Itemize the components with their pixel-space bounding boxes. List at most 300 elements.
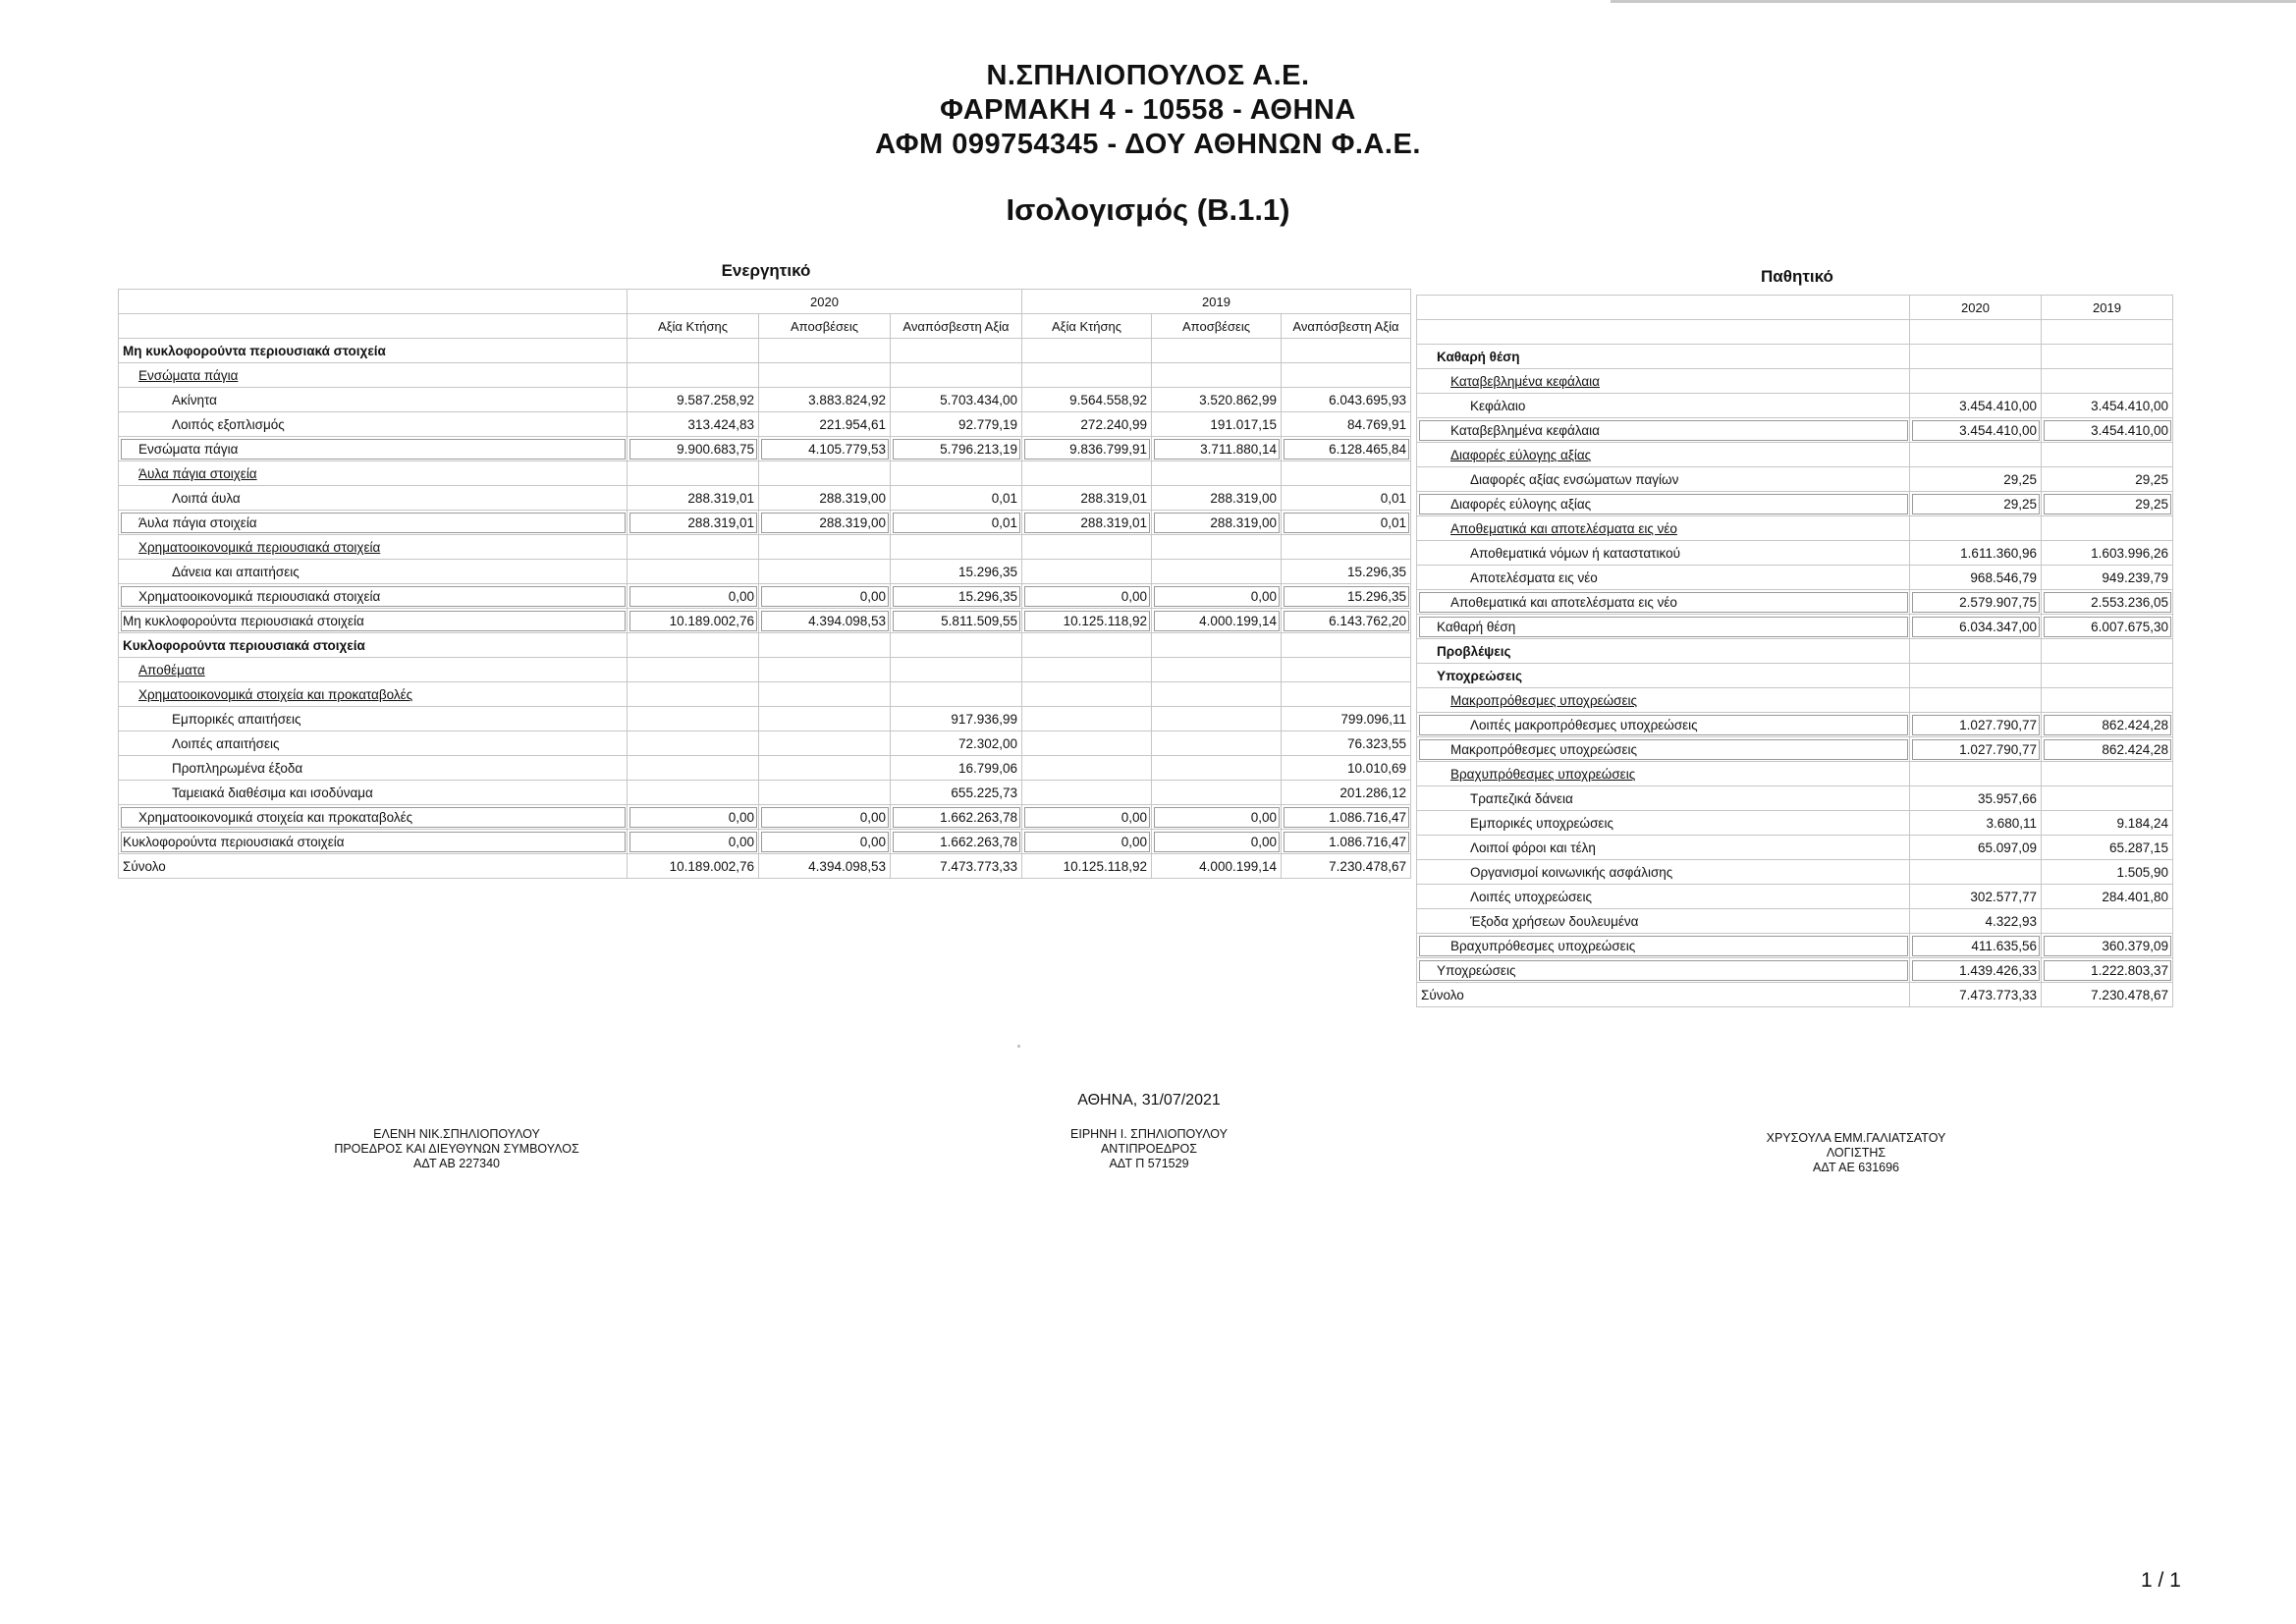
row-value: 0,01	[1282, 511, 1411, 535]
signer-role: ΛΟΓΙΣΤΗΣ	[1826, 1146, 1886, 1160]
row-value: 288.319,01	[1022, 486, 1152, 511]
table-row	[119, 707, 1411, 731]
col-header: Αποσβέσεις	[759, 314, 891, 339]
table-row	[1417, 836, 2173, 860]
row-value	[759, 363, 891, 388]
row-value: 4.394.098,53	[759, 854, 891, 879]
row-value	[1152, 707, 1282, 731]
row-label: Δάνεια και απαιτήσεις	[119, 560, 628, 584]
liab-year-2020: 2020	[1910, 296, 2042, 320]
assets-year-2020: 2020	[628, 290, 1022, 314]
row-value: 15.296,35	[891, 560, 1022, 584]
row-value	[1282, 461, 1411, 486]
row-value	[759, 658, 891, 682]
row-value: 0,00	[1152, 830, 1282, 854]
row-label: Καθαρή θέση	[1417, 345, 1910, 369]
table-row	[119, 854, 1411, 879]
row-value: 949.239,79	[2042, 566, 2173, 590]
row-label: Καταβεβλημένα κεφάλαια	[1417, 369, 1910, 394]
company-name: Ν.ΣΠΗΛΙΟΠΟΥΛΟΣ Α.Ε.	[986, 60, 1310, 91]
assets-table	[118, 289, 1411, 879]
row-value: 92.779,19	[891, 412, 1022, 437]
row-value: 9.587.258,92	[628, 388, 759, 412]
row-value	[891, 682, 1022, 707]
table-row	[1417, 664, 2173, 688]
row-value	[891, 535, 1022, 560]
row-value: 3.883.824,92	[759, 388, 891, 412]
row-value	[1910, 345, 2042, 369]
row-label: Οργανισμοί κοινωνικής ασφάλισης	[1417, 860, 1910, 885]
row-value: 1.222.803,37	[2042, 958, 2173, 983]
row-value: 3.454.410,00	[2042, 394, 2173, 418]
row-value	[759, 461, 891, 486]
row-label: Άυλα πάγια στοιχεία	[119, 461, 628, 486]
row-value	[1022, 535, 1152, 560]
row-value	[759, 707, 891, 731]
row-value: 862.424,28	[2042, 713, 2173, 737]
row-value	[1282, 535, 1411, 560]
row-value: 3.454.410,00	[2042, 418, 2173, 443]
row-value: 313.424,83	[628, 412, 759, 437]
document-title: Ισολογισμός (Β.1.1)	[1006, 192, 1290, 227]
table-row	[1417, 590, 2173, 615]
row-value: 288.319,01	[628, 486, 759, 511]
row-value	[1910, 369, 2042, 394]
scan-edge-bar	[1611, 0, 2296, 3]
row-value: 4.000.199,14	[1152, 854, 1282, 879]
row-label: Υποχρεώσεις	[1417, 958, 1910, 983]
row-value: 0,00	[1022, 584, 1152, 609]
table-row	[119, 560, 1411, 584]
row-value	[1022, 756, 1152, 781]
signer-id: ΑΔΤ ΑΒ 227340	[412, 1157, 500, 1170]
row-value	[628, 461, 759, 486]
scan-speck	[1017, 1045, 1020, 1048]
row-value: 65.287,15	[2042, 836, 2173, 860]
liabilities-table	[1416, 295, 2173, 1007]
row-value: 84.769,91	[1282, 412, 1411, 437]
assets-colhdr-blank	[119, 314, 628, 339]
row-label: Χρηματοοικονομικά περιουσιακά στοιχεία	[119, 535, 628, 560]
liabilities-body	[1417, 345, 2173, 1007]
table-row	[1417, 737, 2173, 762]
row-label: Άυλα πάγια στοιχεία	[119, 511, 628, 535]
row-value	[628, 731, 759, 756]
row-label: Διαφορές εύλογης αξίας	[1417, 443, 1910, 467]
row-value: 968.546,79	[1910, 566, 2042, 590]
table-row	[119, 363, 1411, 388]
row-value	[1910, 664, 2042, 688]
signature-block-president	[285, 1127, 629, 1171]
row-value	[1022, 731, 1152, 756]
row-label: Κεφάλαιο	[1417, 394, 1910, 418]
row-value: 0,00	[759, 584, 891, 609]
signer-id: ΑΔΤ Π 571529	[1109, 1157, 1189, 1170]
liab-header-blank2	[1417, 320, 1910, 345]
row-value: 1.611.360,96	[1910, 541, 2042, 566]
row-value: 10.189.002,76	[628, 854, 759, 879]
row-label: Διαφορές εύλογης αξίας	[1417, 492, 1910, 516]
row-value	[891, 461, 1022, 486]
signer-id: ΑΔΤ ΑΕ 631696	[1812, 1161, 1899, 1174]
liab-header-blank4	[2042, 320, 2173, 345]
row-value: 799.096,11	[1282, 707, 1411, 731]
row-value: 15.296,35	[1282, 584, 1411, 609]
table-row	[1417, 860, 2173, 885]
table-row	[1417, 713, 2173, 737]
row-value	[1022, 658, 1152, 682]
row-value: 1.086.716,47	[1282, 830, 1411, 854]
row-label: Σύνολο	[119, 854, 628, 879]
row-value: 72.302,00	[891, 731, 1022, 756]
table-row	[119, 486, 1411, 511]
table-row	[1417, 615, 2173, 639]
liab-header-blank	[1417, 296, 1910, 320]
row-value	[628, 781, 759, 805]
row-value: 7.230.478,67	[1282, 854, 1411, 879]
row-label: Μη κυκλοφορούντα περιουσιακά στοιχεία	[119, 339, 628, 363]
row-value	[759, 682, 891, 707]
row-value	[1152, 731, 1282, 756]
row-value: 288.319,00	[1152, 486, 1282, 511]
row-value	[1022, 682, 1152, 707]
row-label: Προπληρωμένα έξοδα	[119, 756, 628, 781]
row-label: Ενσώματα πάγια	[119, 437, 628, 461]
row-value	[628, 339, 759, 363]
row-value	[1022, 339, 1152, 363]
row-value: 2.579.907,75	[1910, 590, 2042, 615]
table-row	[119, 682, 1411, 707]
row-label: Αποθέματα	[119, 658, 628, 682]
row-value	[1910, 860, 2042, 885]
table-row	[1417, 885, 2173, 909]
row-label: Ακίνητα	[119, 388, 628, 412]
row-value	[2042, 443, 2173, 467]
row-value: 288.319,01	[1022, 511, 1152, 535]
row-value: 0,00	[628, 584, 759, 609]
row-value	[1022, 781, 1152, 805]
row-value: 917.936,99	[891, 707, 1022, 731]
row-value	[1152, 682, 1282, 707]
table-row	[119, 633, 1411, 658]
row-label: Βραχυπρόθεσμες υποχρεώσεις	[1417, 762, 1910, 786]
row-value	[891, 658, 1022, 682]
row-value	[2042, 786, 2173, 811]
signature-block-vice-president	[992, 1127, 1306, 1171]
table-row	[1417, 958, 2173, 983]
row-value: 0,00	[1152, 584, 1282, 609]
row-value: 2.553.236,05	[2042, 590, 2173, 615]
assets-body	[119, 339, 1411, 879]
table-row	[1417, 467, 2173, 492]
row-value	[759, 339, 891, 363]
table-row	[1417, 369, 2173, 394]
row-value	[1152, 461, 1282, 486]
table-row	[1417, 418, 2173, 443]
row-label: Λοιπές απαιτήσεις	[119, 731, 628, 756]
row-value: 1.662.263,78	[891, 805, 1022, 830]
row-value	[759, 781, 891, 805]
row-value: 0,01	[891, 511, 1022, 535]
row-label: Λοιπές υποχρεώσεις	[1417, 885, 1910, 909]
row-value: 10.010,69	[1282, 756, 1411, 781]
row-label: Ενσώματα πάγια	[119, 363, 628, 388]
row-value	[891, 633, 1022, 658]
row-label: Κυκλοφορούντα περιουσιακά στοιχεία	[119, 633, 628, 658]
row-label: Εμπορικές απαιτήσεις	[119, 707, 628, 731]
row-value	[2042, 762, 2173, 786]
row-value	[1152, 560, 1282, 584]
row-value: 4.000.199,14	[1152, 609, 1282, 633]
row-value: 9.564.558,92	[1022, 388, 1152, 412]
row-value: 1.086.716,47	[1282, 805, 1411, 830]
row-value: 3.711.880,14	[1152, 437, 1282, 461]
row-value: 3.454.410,00	[1910, 394, 2042, 418]
row-value	[628, 560, 759, 584]
row-value: 6.043.695,93	[1282, 388, 1411, 412]
row-value	[2042, 688, 2173, 713]
row-value	[1910, 443, 2042, 467]
table-row	[119, 658, 1411, 682]
row-value: 1.027.790,77	[1910, 713, 2042, 737]
row-value	[1152, 535, 1282, 560]
row-value: 0,00	[759, 805, 891, 830]
row-value: 4.105.779,53	[759, 437, 891, 461]
row-label: Υποχρεώσεις	[1417, 664, 1910, 688]
signer-role: ΑΝΤΙΠΡΟΕΔΡΟΣ	[1100, 1142, 1198, 1156]
row-label: Καθαρή θέση	[1417, 615, 1910, 639]
row-label: Βραχυπρόθεσμες υποχρεώσεις	[1417, 934, 1910, 958]
table-row	[1417, 983, 2173, 1007]
row-value	[628, 756, 759, 781]
row-value	[1282, 339, 1411, 363]
row-label: Τραπεζικά δάνεια	[1417, 786, 1910, 811]
row-value	[1910, 762, 2042, 786]
row-value	[1022, 633, 1152, 658]
row-value: 1.603.996,26	[2042, 541, 2173, 566]
row-value	[2042, 369, 2173, 394]
row-label: Σύνολο	[1417, 983, 1910, 1007]
row-value: 862.424,28	[2042, 737, 2173, 762]
table-row	[1417, 811, 2173, 836]
row-value	[1910, 688, 2042, 713]
table-row	[119, 511, 1411, 535]
row-label: Μακροπρόθεσμες υποχρεώσεις	[1417, 688, 1910, 713]
row-value	[1282, 633, 1411, 658]
table-row	[119, 535, 1411, 560]
row-value: 1.505,90	[2042, 860, 2173, 885]
table-row	[1417, 492, 2173, 516]
table-row	[119, 805, 1411, 830]
row-value	[1910, 516, 2042, 541]
table-row	[1417, 934, 2173, 958]
row-value: 10.125.118,92	[1022, 609, 1152, 633]
row-label: Κυκλοφορούντα περιουσιακά στοιχεία	[119, 830, 628, 854]
row-label: Αποτελέσματα εις νέο	[1417, 566, 1910, 590]
row-value: 4.394.098,53	[759, 609, 891, 633]
row-value	[1022, 461, 1152, 486]
row-value: 7.473.773,33	[1910, 983, 2042, 1007]
row-value	[1022, 707, 1152, 731]
assets-year-2019: 2019	[1022, 290, 1411, 314]
row-value	[2042, 345, 2173, 369]
row-label: Χρηματοοικονομικά στοιχεία και προκαταβολές	[119, 682, 628, 707]
row-value: 29,25	[2042, 492, 2173, 516]
row-value: 29,25	[2042, 467, 2173, 492]
row-value	[1282, 658, 1411, 682]
row-value: 65.097,09	[1910, 836, 2042, 860]
row-value	[628, 363, 759, 388]
row-value: 9.836.799,91	[1022, 437, 1152, 461]
signer-name: ΕΛΕΝΗ ΝΙΚ.ΣΠΗΛΙΟΠΟΥΛΟΥ	[373, 1127, 540, 1141]
row-value: 284.401,80	[2042, 885, 2173, 909]
liabilities-title: Παθητικό	[1761, 267, 1833, 286]
row-label: Ταμειακά διαθέσιμα και ισοδύναμα	[119, 781, 628, 805]
row-label: Λοιποί φόροι και τέλη	[1417, 836, 1910, 860]
row-value	[891, 363, 1022, 388]
page-number: 1 / 1	[2141, 1569, 2181, 1592]
row-value: 35.957,66	[1910, 786, 2042, 811]
row-value: 5.703.434,00	[891, 388, 1022, 412]
row-value: 272.240,99	[1022, 412, 1152, 437]
row-value: 10.189.002,76	[628, 609, 759, 633]
table-row	[1417, 762, 2173, 786]
row-value: 6.034.347,00	[1910, 615, 2042, 639]
row-value	[759, 560, 891, 584]
row-value: 29,25	[1910, 467, 2042, 492]
row-value	[1022, 560, 1152, 584]
table-row	[119, 781, 1411, 805]
row-value: 221.954,61	[759, 412, 891, 437]
row-label: Μακροπρόθεσμες υποχρεώσεις	[1417, 737, 1910, 762]
row-value	[628, 633, 759, 658]
row-value: 6.143.762,20	[1282, 609, 1411, 633]
col-header: Αξία Κτήσης	[1022, 314, 1152, 339]
table-row	[119, 461, 1411, 486]
row-value	[1152, 658, 1282, 682]
row-value	[1910, 639, 2042, 664]
col-header: Αναπόσβεστη Αξία	[891, 314, 1022, 339]
row-value: 4.322,93	[1910, 909, 2042, 934]
table-row	[119, 830, 1411, 854]
row-value: 15.296,35	[891, 584, 1022, 609]
row-value: 7.230.478,67	[2042, 983, 2173, 1007]
row-value: 201.286,12	[1282, 781, 1411, 805]
table-row	[119, 756, 1411, 781]
row-value: 76.323,55	[1282, 731, 1411, 756]
signer-name: ΕΙΡΗΝΗ Ι. ΣΠΗΛΙΟΠΟΥΛΟΥ	[1070, 1127, 1228, 1141]
row-value: 6.128.465,84	[1282, 437, 1411, 461]
row-value	[1022, 363, 1152, 388]
signer-name: ΧΡΥΣΟΥΛΑ ΕΜΜ.ΓΑΛΙΑΤΣΑΤΟΥ	[1766, 1131, 1946, 1145]
row-value	[628, 535, 759, 560]
company-address: ΦΑΡΜΑΚΗ 4 - 10558 - ΑΘΗΝΑ	[940, 94, 1356, 126]
row-label: Λοιπά άυλα	[119, 486, 628, 511]
row-value: 288.319,00	[1152, 511, 1282, 535]
table-row	[1417, 786, 2173, 811]
row-value	[2042, 639, 2173, 664]
assets-header-blank	[119, 290, 628, 314]
table-row	[119, 388, 1411, 412]
row-value	[759, 756, 891, 781]
row-value: 5.796.213,19	[891, 437, 1022, 461]
table-row	[1417, 394, 2173, 418]
table-row	[1417, 345, 2173, 369]
row-value	[628, 682, 759, 707]
row-value: 288.319,00	[759, 511, 891, 535]
row-value: 7.473.773,33	[891, 854, 1022, 879]
row-value	[1152, 363, 1282, 388]
signature-block-accountant	[1699, 1131, 2013, 1175]
row-value: 16.799,06	[891, 756, 1022, 781]
row-value: 0,01	[891, 486, 1022, 511]
row-value: 10.125.118,92	[1022, 854, 1152, 879]
row-value	[2042, 664, 2173, 688]
row-value	[759, 731, 891, 756]
col-header: Αποσβέσεις	[1152, 314, 1282, 339]
row-label: Αποθεματικά και αποτελέσματα εις νέο	[1417, 590, 1910, 615]
col-header: Αναπόσβεστη Αξία	[1282, 314, 1411, 339]
row-value: 0,00	[1152, 805, 1282, 830]
row-label: Προβλέψεις	[1417, 639, 1910, 664]
row-value: 1.027.790,77	[1910, 737, 2042, 762]
assets-title: Ενεργητικό	[721, 261, 811, 280]
row-value	[759, 535, 891, 560]
row-value: 9.900.683,75	[628, 437, 759, 461]
row-value: 302.577,77	[1910, 885, 2042, 909]
row-value: 411.635,56	[1910, 934, 2042, 958]
row-label: Μη κυκλοφορούντα περιουσιακά στοιχεία	[119, 609, 628, 633]
row-label: Αποθεματικά και αποτελέσματα εις νέο	[1417, 516, 1910, 541]
row-value: 0,00	[1022, 805, 1152, 830]
row-label: Έξοδα χρήσεων δουλευμένα	[1417, 909, 1910, 934]
liab-year-2019: 2019	[2042, 296, 2173, 320]
row-value	[2042, 516, 2173, 541]
table-row	[119, 731, 1411, 756]
table-row	[119, 437, 1411, 461]
table-row	[1417, 688, 2173, 713]
row-label: Εμπορικές υποχρεώσεις	[1417, 811, 1910, 836]
row-value: 191.017,15	[1152, 412, 1282, 437]
row-value: 6.007.675,30	[2042, 615, 2173, 639]
row-value: 3.680,11	[1910, 811, 2042, 836]
row-label: Καταβεβλημένα κεφάλαια	[1417, 418, 1910, 443]
row-value	[1152, 339, 1282, 363]
row-value: 360.379,09	[2042, 934, 2173, 958]
signer-role: ΠΡΟΕΔΡΟΣ ΚΑΙ ΔΙΕΥΘΥΝΩΝ ΣΥΜΒΟΥΛΟΣ	[334, 1142, 579, 1156]
table-row	[1417, 639, 2173, 664]
row-value	[1152, 781, 1282, 805]
row-value	[1282, 682, 1411, 707]
row-label: Χρηματοοικονομικά στοιχεία και προκαταβολές	[119, 805, 628, 830]
row-value: 9.184,24	[2042, 811, 2173, 836]
row-value: 0,00	[628, 805, 759, 830]
row-value: 3.454.410,00	[1910, 418, 2042, 443]
row-value	[1282, 363, 1411, 388]
table-row	[1417, 541, 2173, 566]
row-label: Χρηματοοικονομικά περιουσιακά στοιχεία	[119, 584, 628, 609]
table-row	[1417, 443, 2173, 467]
row-value: 655.225,73	[891, 781, 1022, 805]
table-row	[1417, 566, 2173, 590]
table-row	[1417, 516, 2173, 541]
row-value: 3.520.862,99	[1152, 388, 1282, 412]
table-row	[1417, 909, 2173, 934]
table-row	[119, 584, 1411, 609]
row-value	[759, 633, 891, 658]
document-header	[0, 59, 2296, 162]
row-value	[2042, 909, 2173, 934]
